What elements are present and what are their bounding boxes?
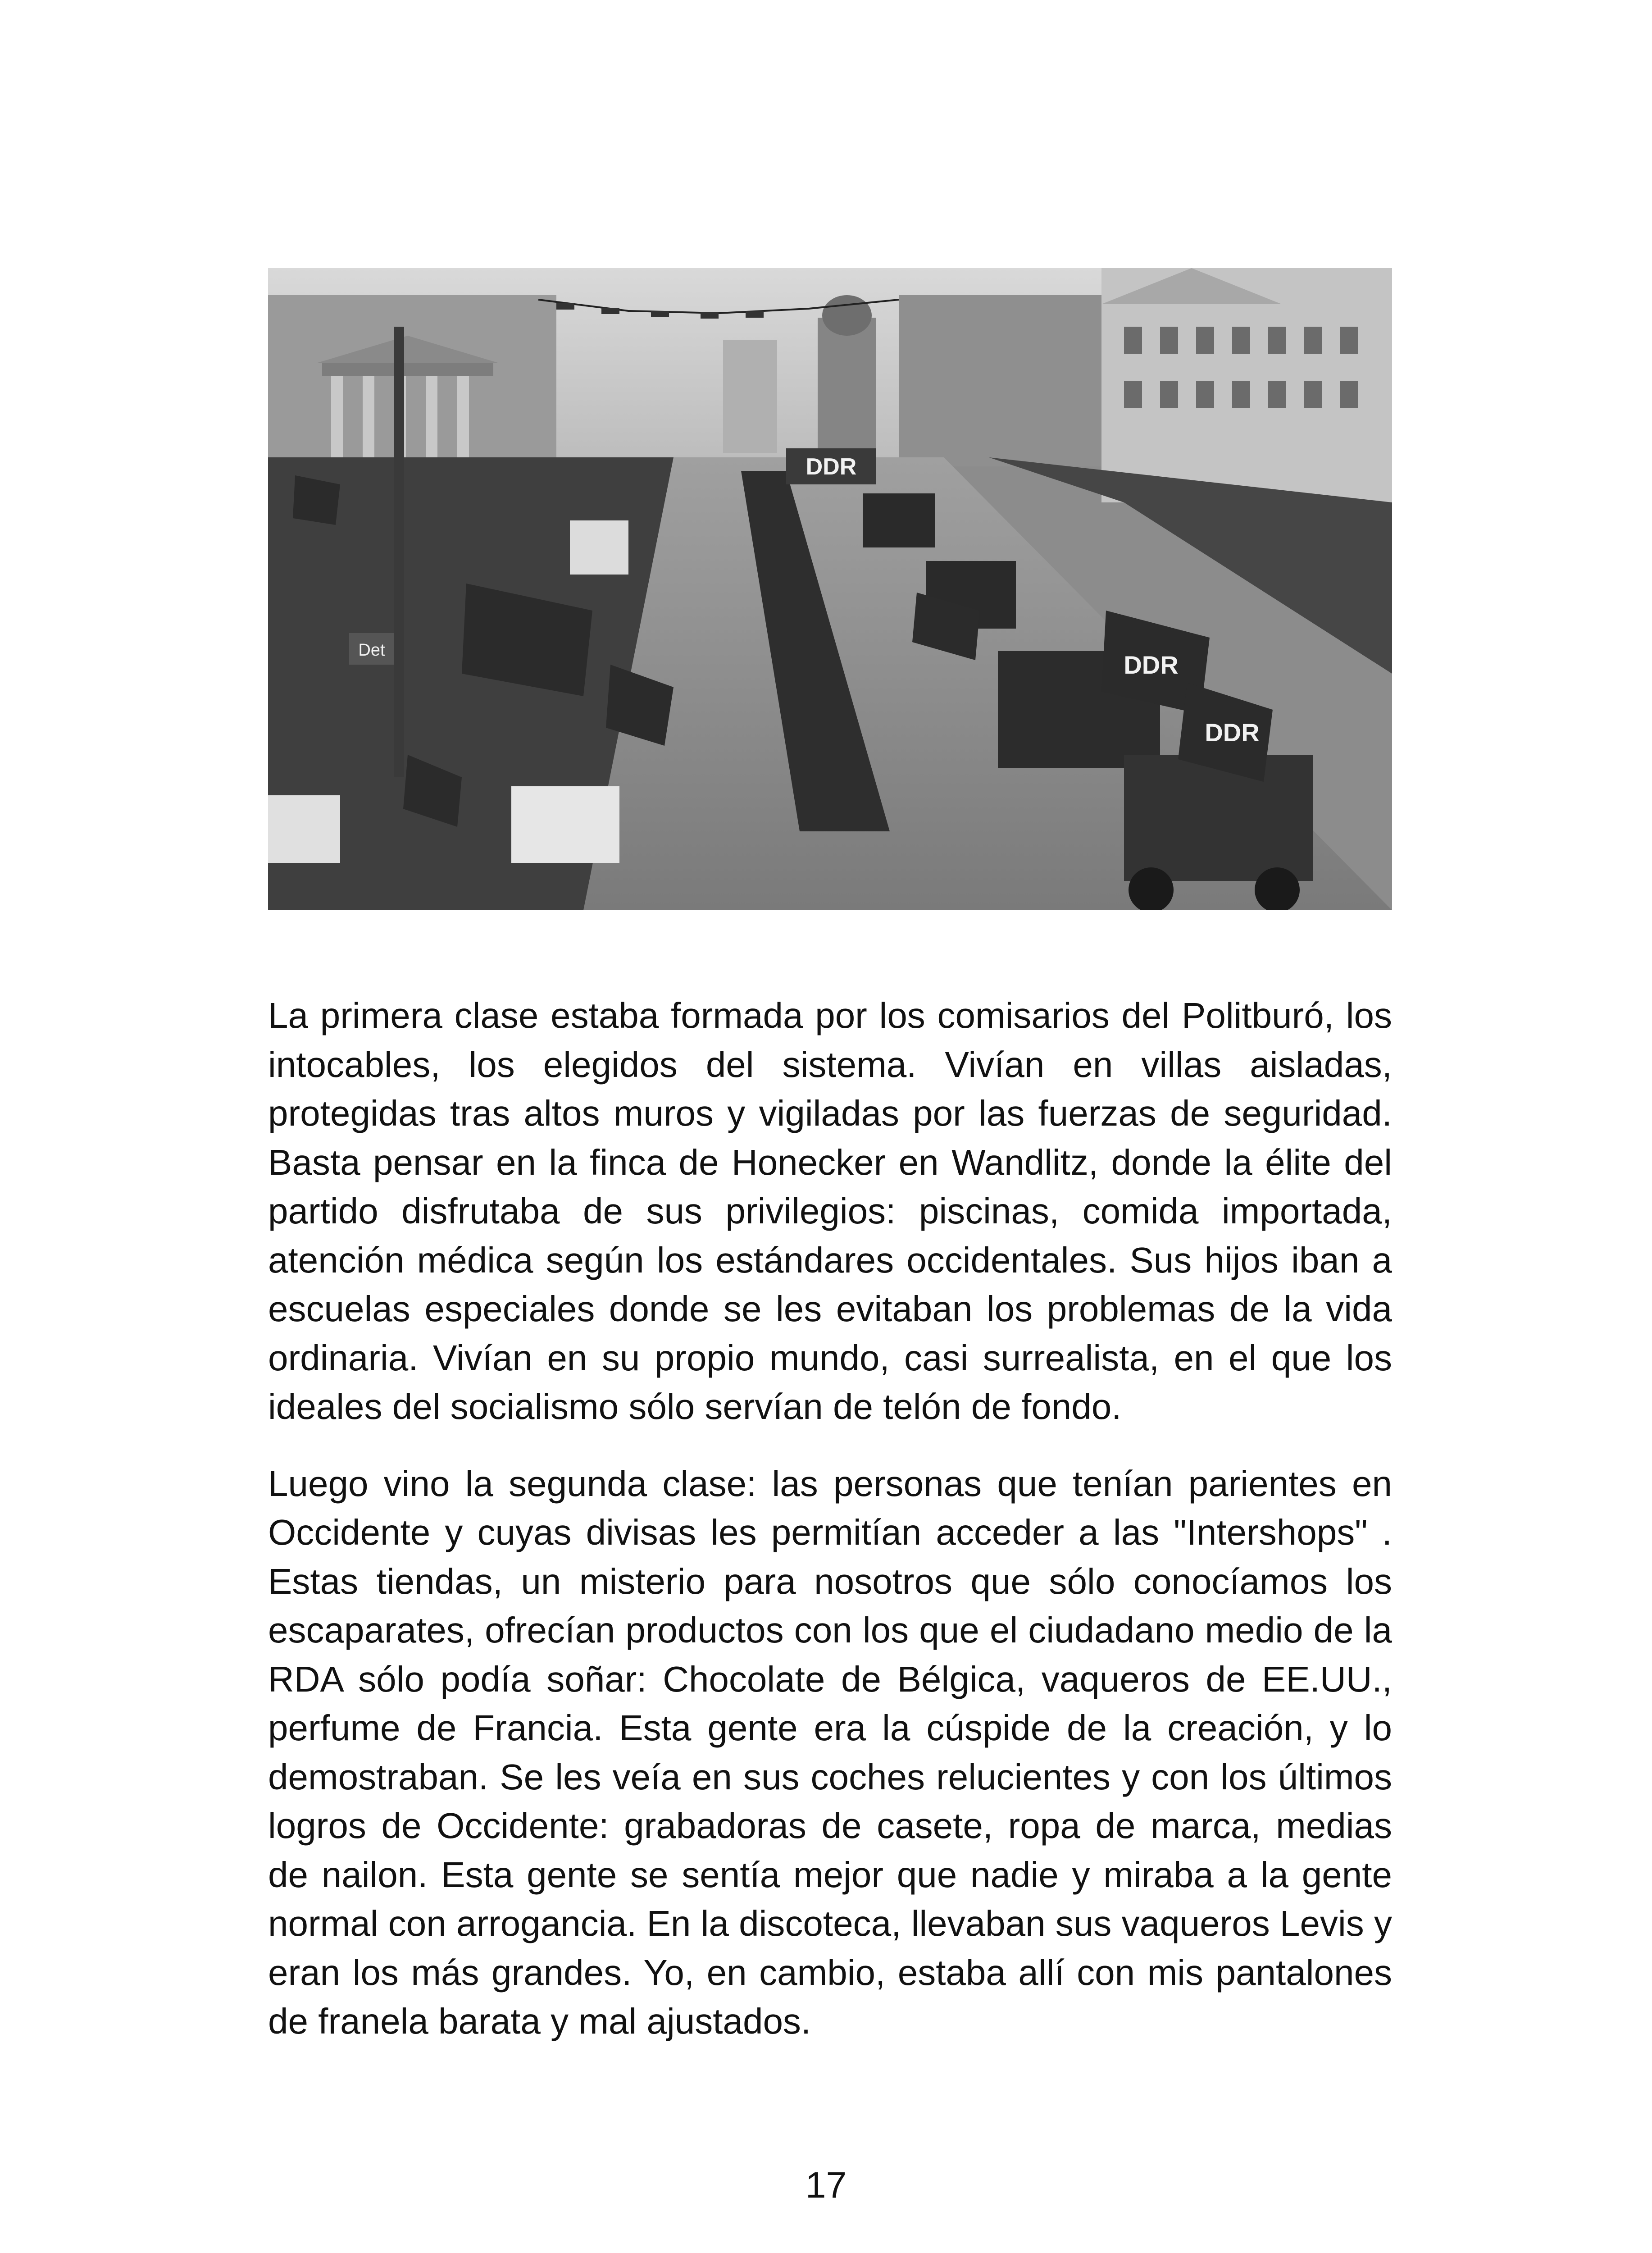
parade-photo [268, 268, 1392, 910]
ddr-banner-label: DDR [806, 454, 857, 480]
ddr-flag-label: DDR [1205, 718, 1260, 747]
parade-photo-illustration [268, 268, 1392, 910]
ddr-flag-label: DDR [1124, 651, 1179, 679]
street-sign-label: Det [358, 641, 385, 660]
body-text [268, 991, 1392, 2074]
page-number: 17 [805, 2165, 847, 2206]
paragraph: Luego vino la segunda clase: las personas que tenían parientes en Occidente y cuyas divisas les permitían acceder a las "Intershops" . Estas tiendas, un misterio para nosotros que sólo conocíamos los escaparates, ofrecían productos con los que el ciudadano medio de la RDA sólo podía soñar: Chocolate de Bélgica, vaqueros de EE.UU., perfume de Francia. Esta gente era la cúspide de la creación, y lo demostraban. Se les veía en sus coches relucientes y con los últimos logros de Occidente: grabadoras de casete, ropa de marca, medias de nailon. Esta gente se sentía mejor que nadie y miraba a la gente normal con arrogancia. En la discoteca, llevaban sus vaqueros Levis y eran los más grandes. Yo, en cambio, estaba allí con mis pantalones de franela barata y mal ajustados. [268, 1463, 1392, 2041]
paragraph: La primera clase estaba formada por los comisarios del Politburó, los intocables, los elegidos del sistema. Vivían en villas aisladas, protegidas tras altos muros y vigiladas por las fuerzas de seguridad. Basta pensar en la finca de Honecker en Wandlitz, donde la élite del partido disfrutaba de sus privilegios: piscinas, comida importada, atención médica según los estándares occidentales. Sus hijos iban a escuelas especiales donde se les evitaban los problemas de la vida ordinaria. Vivían en su propio mundo, casi surrealista, en el que los ideales del socialismo sólo servían de telón de fondo. [268, 995, 1392, 1427]
